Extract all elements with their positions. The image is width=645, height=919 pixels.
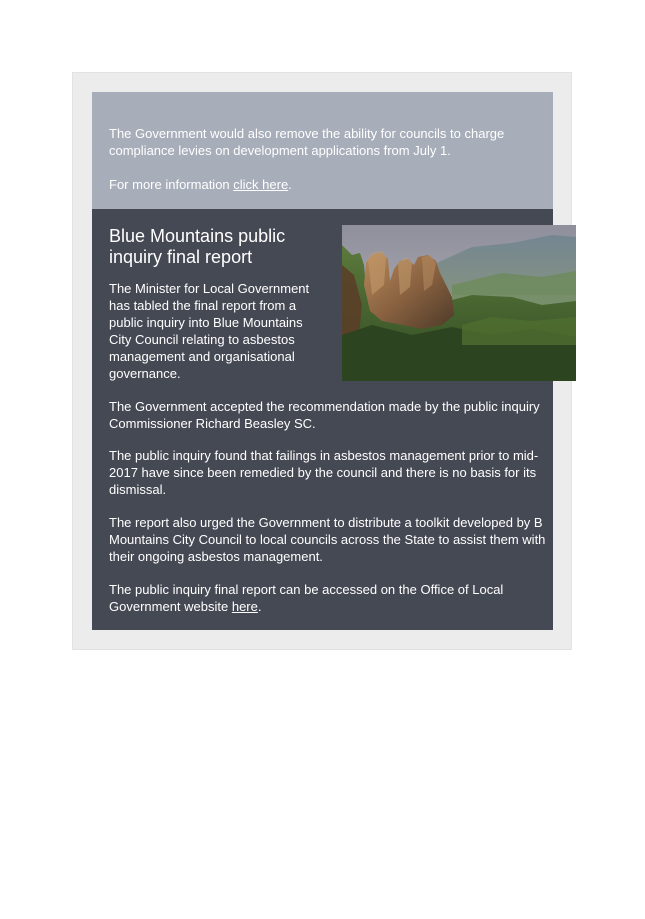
notice-lead-text: The Government would also remove the ability for councils to charge compliance levies on development applications from July 1. [109, 126, 505, 158]
three-sisters-photo [342, 225, 576, 381]
report-here-link[interactable]: here [231, 599, 258, 614]
p3-line2: Mountains City Council to local councils across the State to assist them with [109, 532, 546, 547]
article-paragraph-2 [109, 447, 538, 498]
more-info-line [109, 176, 539, 193]
more-info-suffix: . [288, 177, 292, 192]
click-here-link[interactable]: click here [233, 177, 289, 192]
p1-line1: The Government accepted the recommendation made by the public inquiry [109, 399, 540, 414]
landscape-image-icon [342, 225, 576, 381]
p2-line3: dismissal. [109, 482, 167, 497]
p4-line1: The public inquiry final report can be accessed on the Office of Local [109, 582, 504, 597]
p4-suffix: . [257, 599, 262, 614]
article-paragraph-4 [109, 581, 503, 615]
p1-line2: Commissioner Richard Beasley SC. [109, 416, 316, 431]
article-headline: Blue Mountains public inquiry final report [109, 226, 286, 267]
p2-line1: The public inquiry found that failings in asbestos management prior to mid- [109, 448, 539, 463]
notice-section [92, 92, 553, 209]
more-info-prefix: For more information [109, 177, 234, 192]
article-paragraph-3 [109, 514, 545, 565]
p3-line3: their ongoing asbestos management. [109, 549, 323, 564]
article-paragraph-1 [109, 398, 540, 432]
p2-line2: 2017 have since been remedied by the council and there is no basis for its [109, 465, 537, 480]
p3-line1: The report also urged the Government to distribute a toolkit developed by B [109, 515, 543, 530]
p4-line2-prefix: Government website [109, 599, 232, 614]
article-intro: The Minister for Local Government has tabled the final report from a public inquiry into Blue Mountains City Council relating to asbestos management and organisational governance. [109, 281, 310, 381]
